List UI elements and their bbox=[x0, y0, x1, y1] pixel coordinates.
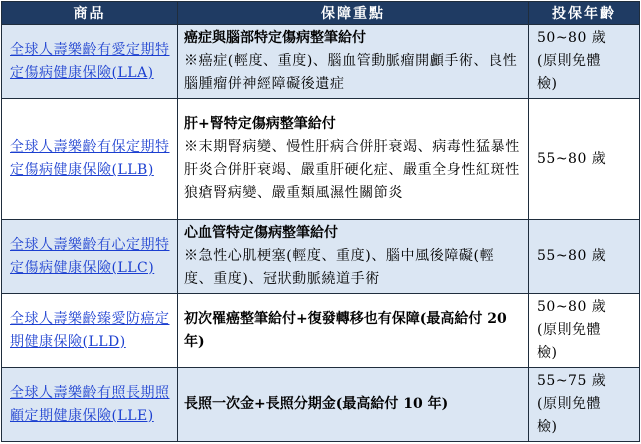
coverage-title: 心血管特定傷病整筆給付 bbox=[184, 225, 338, 241]
product-link-llb[interactable]: 全球人壽樂齡有保定期特定傷病健康保險(LLB) bbox=[10, 139, 170, 178]
issue-age-range: 55~80 歲 bbox=[537, 150, 607, 167]
issue-age-cell bbox=[529, 25, 640, 99]
issue-age-cell bbox=[529, 99, 640, 220]
issue-age-note: (原則免體 bbox=[537, 322, 601, 338]
issue-age-note: (原則免體 bbox=[537, 53, 601, 69]
coverage-title: 肝+腎特定傷病整筆給付 bbox=[184, 116, 336, 132]
product-cell bbox=[2, 368, 178, 442]
issue-age-note: 檢) bbox=[537, 345, 558, 361]
coverage-cell bbox=[178, 220, 529, 294]
product-link-llc[interactable]: 全球人壽樂齡有心定期特定傷病健康保險(LLC) bbox=[10, 236, 170, 276]
product-cell bbox=[2, 220, 178, 294]
issue-age-note: 檢) bbox=[537, 76, 558, 92]
product-link-lld[interactable]: 全球人壽樂齡臻愛防癌定期健康保險(LLD) bbox=[10, 310, 170, 350]
table-row-lle bbox=[2, 368, 640, 442]
product-cell bbox=[2, 294, 178, 368]
product-cell bbox=[2, 99, 178, 220]
header-coverage-highlights: 保障重點 bbox=[178, 2, 529, 25]
coverage-cell bbox=[178, 25, 529, 99]
table-row-lld bbox=[2, 294, 640, 368]
issue-age-cell bbox=[529, 220, 640, 294]
table-row-llc bbox=[2, 220, 640, 294]
coverage-title: 初次罹癌整筆給付+復發轉移也有保障(最高給付 20 年) bbox=[184, 310, 507, 350]
issue-age-cell bbox=[529, 368, 640, 442]
coverage-title: 癌症與腦部特定傷病整筆給付 bbox=[184, 30, 366, 46]
coverage-title: 長照一次金+長照分期金(最高給付 10 年) bbox=[184, 396, 449, 412]
header-product: 商品 bbox=[2, 2, 178, 25]
coverage-cell bbox=[178, 368, 529, 442]
issue-age-range: 55~80 歲 bbox=[537, 248, 607, 264]
product-comparison-table bbox=[1, 1, 640, 442]
product-cell bbox=[2, 25, 178, 99]
table-row-llb bbox=[2, 99, 640, 220]
coverage-description: ※末期腎病變、慢性肝病合併肝衰竭、病毒性猛暴性肝炎合併肝衰竭、嚴重肝硬化症、嚴重全身性紅斑性狼瘡腎病變、嚴重類風濕性關節炎 bbox=[184, 139, 520, 201]
issue-age-cell bbox=[529, 294, 640, 368]
table-row-lla bbox=[2, 25, 640, 99]
coverage-description: ※癌症(輕度、重度)、腦血管動脈瘤開顱手術、良性腦腫瘤併神經障礙後遺症 bbox=[184, 53, 518, 92]
issue-age-range: 55~75 歲 bbox=[537, 373, 607, 389]
table-header-row bbox=[2, 2, 640, 25]
issue-age-range: 50~80 歲 bbox=[537, 30, 607, 46]
coverage-description: ※急性心肌梗塞(輕度、重度)、腦中風後障礙(輕度、重度)、冠狀動脈繞道手術 bbox=[184, 248, 495, 287]
product-link-lle[interactable]: 全球人壽樂齡有照長期照顧定期健康保險(LLE) bbox=[10, 384, 170, 424]
coverage-cell bbox=[178, 99, 529, 220]
coverage-cell bbox=[178, 294, 529, 368]
issue-age-note: (原則免體 bbox=[537, 396, 601, 412]
issue-age-range: 50~80 歲 bbox=[537, 299, 607, 315]
header-issue-age: 投保年齡 bbox=[529, 2, 640, 25]
product-link-lla[interactable]: 全球人壽樂齡有愛定期特定傷病健康保險(LLA) bbox=[10, 41, 170, 81]
issue-age-note: 檢) bbox=[537, 419, 558, 435]
